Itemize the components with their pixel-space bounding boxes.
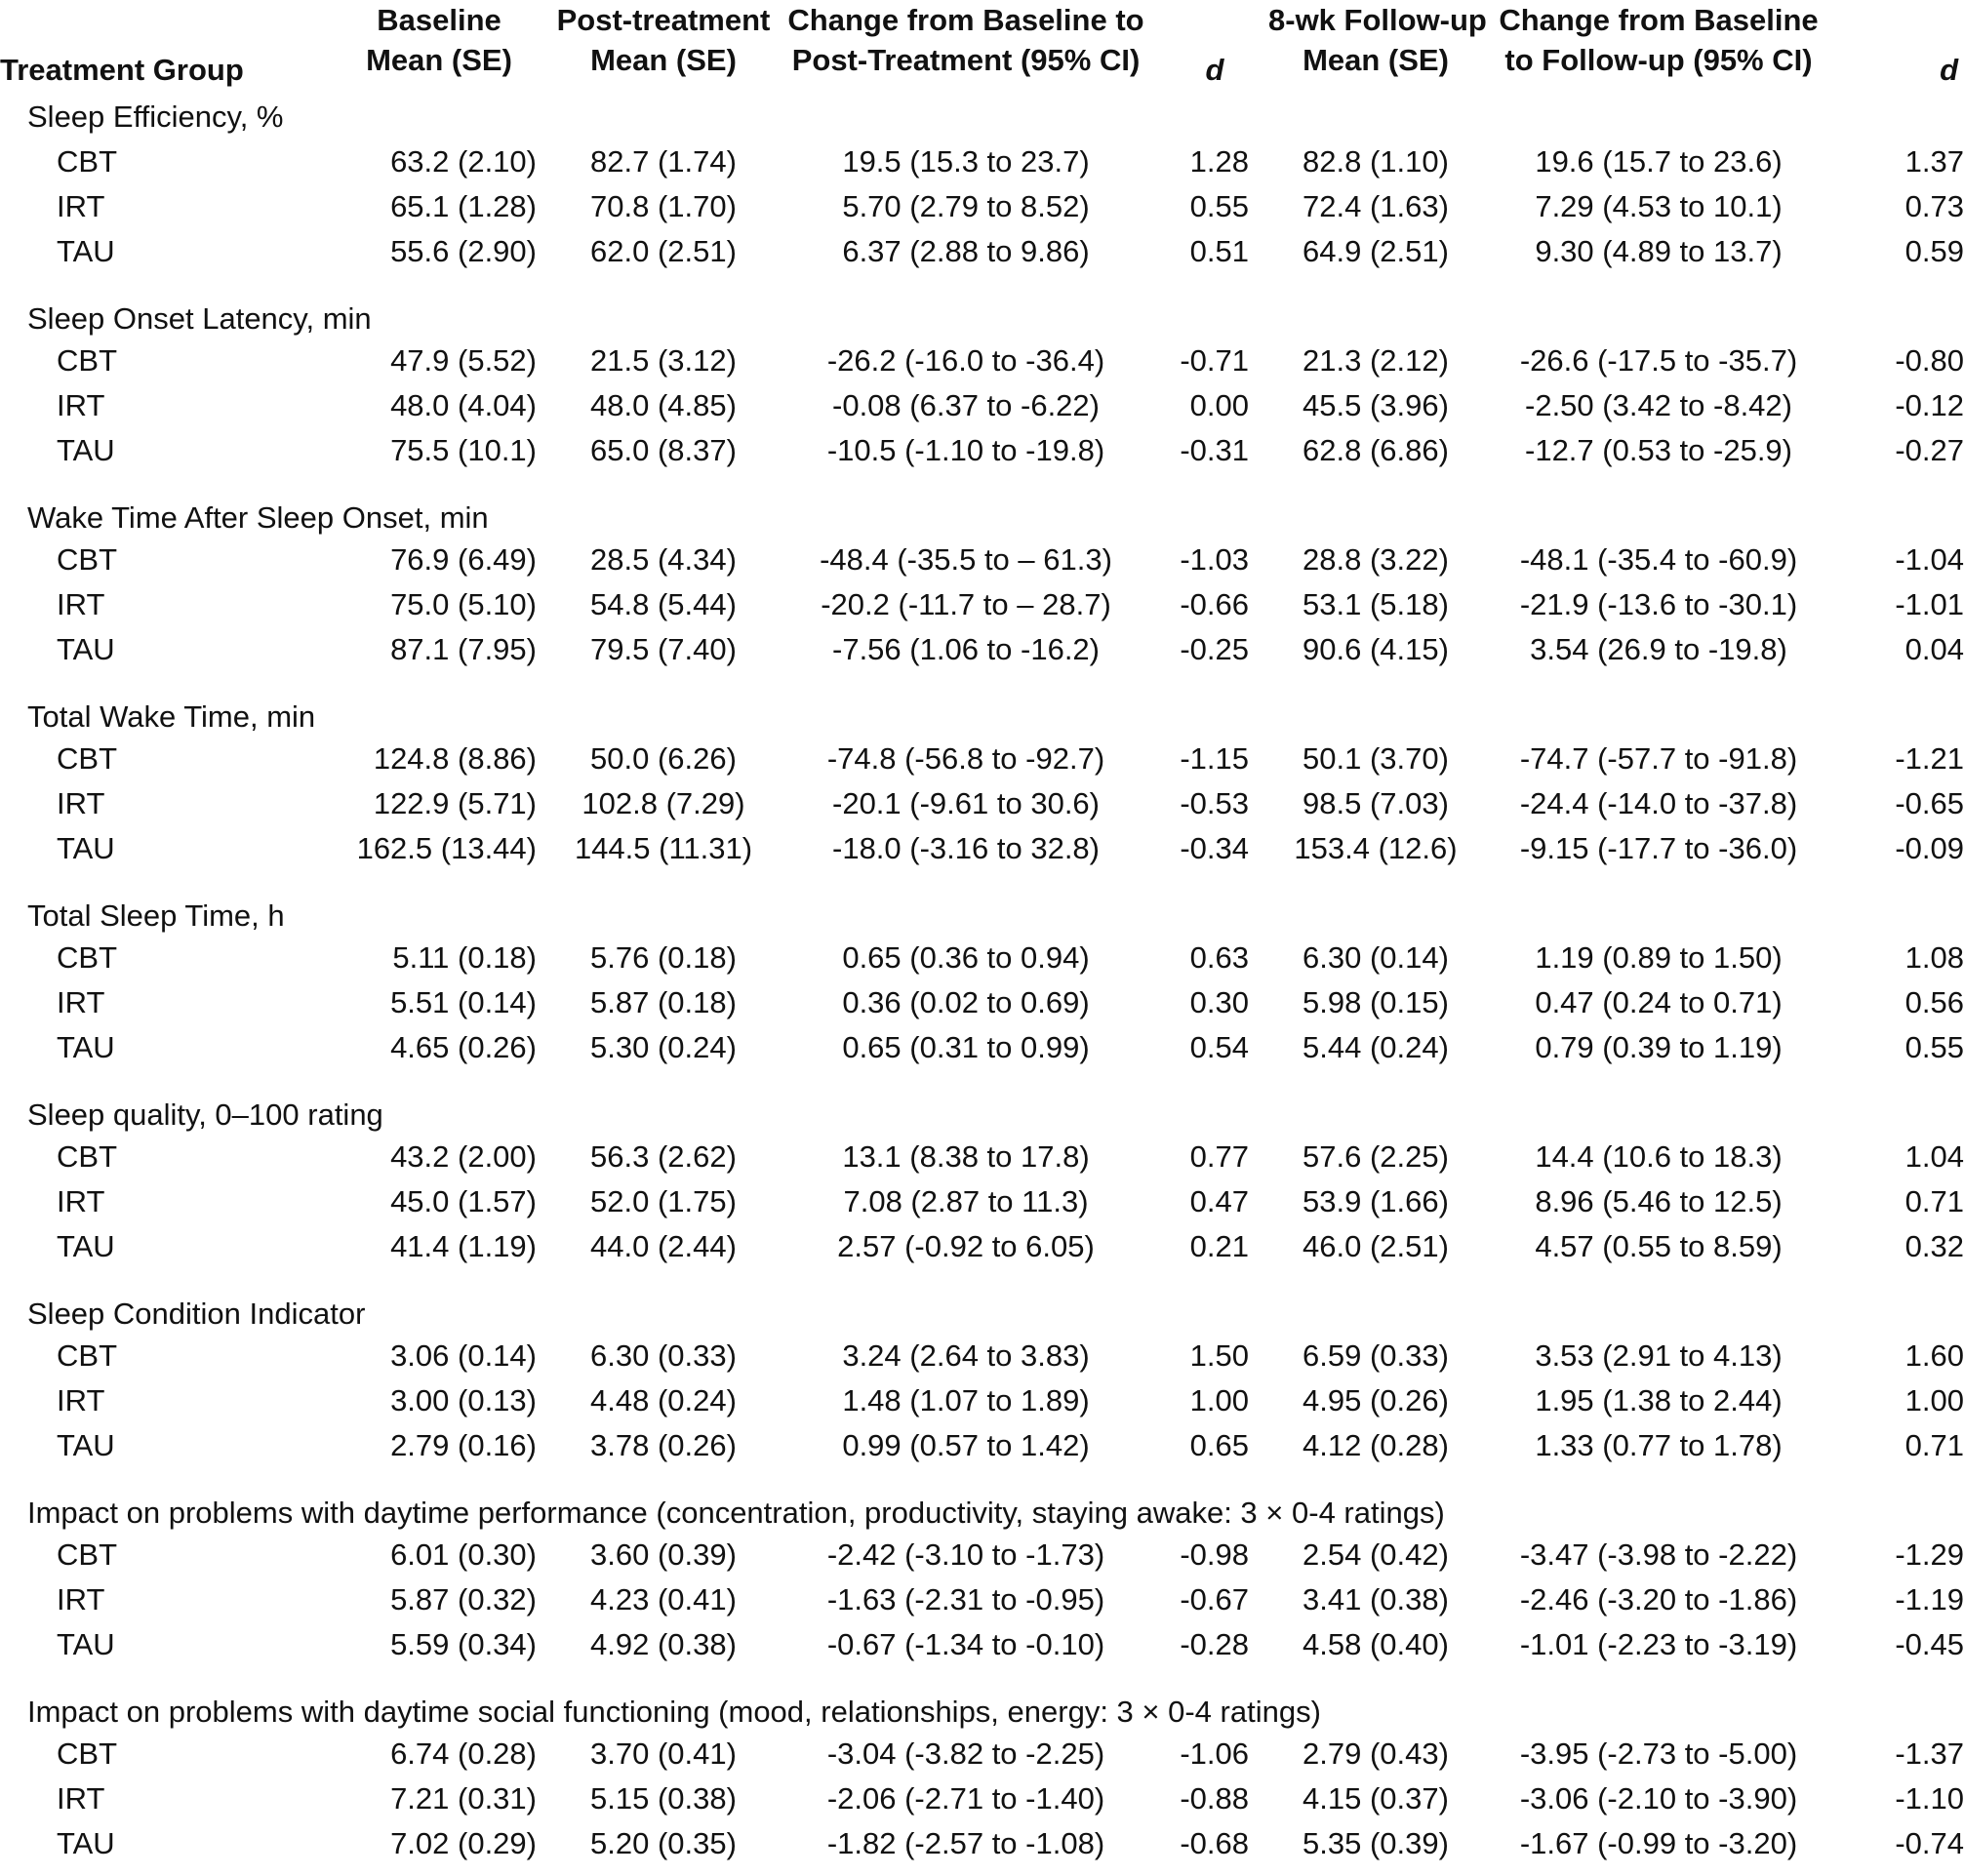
change-post-cell: -7.56 (1.06 to -16.2) <box>832 631 1100 666</box>
header-post-line1: Post-treatment <box>556 3 771 37</box>
baseline-cell: 2.79 (0.16) <box>390 1427 537 1462</box>
change-followup-cell: -1.01 (-2.23 to -3.19) <box>1519 1626 1798 1661</box>
post-treatment-cell: 54.8 (5.44) <box>590 586 737 621</box>
header-change-followup <box>1483 0 1834 94</box>
change-followup-cell: -74.7 (-57.7 to -91.8) <box>1519 740 1798 776</box>
section-label: Sleep quality, 0–100 rating <box>27 1098 383 1132</box>
followup-cell: 53.1 (5.18) <box>1303 586 1449 621</box>
change-followup-cell: 1.95 (1.38 to 2.44) <box>1535 1382 1783 1417</box>
post-treatment-cell: 62.0 (2.51) <box>590 233 737 268</box>
effect-size-post-cell: 0.77 <box>1189 1138 1249 1174</box>
treatment-group-cell: CBT <box>57 939 117 975</box>
effect-size-followup-cell: -0.80 <box>1895 342 1964 378</box>
post-treatment-cell: 5.20 (0.35) <box>590 1825 737 1860</box>
effect-size-post-cell: -1.15 <box>1180 740 1249 776</box>
post-treatment-cell: 3.70 (0.41) <box>590 1736 737 1771</box>
effect-size-post-cell: 1.00 <box>1189 1382 1249 1417</box>
table-row <box>0 780 1964 825</box>
section-header-row <box>0 1666 1964 1731</box>
post-treatment-cell: 3.60 (0.39) <box>590 1537 737 1572</box>
baseline-cell: 5.51 (0.14) <box>390 984 537 1019</box>
table-row <box>0 1820 1964 1865</box>
section-header-row <box>0 1467 1964 1532</box>
header-followup <box>1268 0 1487 94</box>
followup-cell: 98.5 (7.03) <box>1303 785 1449 820</box>
change-followup-cell: 3.54 (26.9 to -19.8) <box>1530 631 1787 666</box>
post-treatment-cell: 3.78 (0.26) <box>590 1427 737 1462</box>
change-post-cell: -20.1 (-9.61 to 30.6) <box>832 785 1100 820</box>
change-post-cell: -0.08 (6.37 to -6.22) <box>832 387 1100 422</box>
baseline-cell: 162.5 (13.44) <box>356 830 537 865</box>
change-followup-cell: -2.46 (-3.20 to -1.86) <box>1519 1581 1798 1617</box>
effect-size-followup-cell: 0.04 <box>1904 631 1964 666</box>
treatment-group-cell: TAU <box>57 432 115 467</box>
change-followup-cell: 3.53 (2.91 to 4.13) <box>1535 1337 1783 1373</box>
header-d-post: d <box>1205 53 1224 87</box>
change-post-cell: -48.4 (-35.5 to – 61.3) <box>820 541 1112 577</box>
effect-size-post-cell: -1.03 <box>1180 541 1249 577</box>
section-label: Wake Time After Sleep Onset, min <box>27 500 489 535</box>
treatment-group-cell: IRT <box>57 1581 105 1617</box>
table-row <box>0 183 1964 228</box>
baseline-cell: 5.11 (0.18) <box>392 939 537 975</box>
header-followup-line2: Mean (SE) <box>1303 43 1449 77</box>
effect-size-post-cell: -0.25 <box>1180 631 1249 666</box>
change-followup-cell: 4.57 (0.55 to 8.59) <box>1535 1228 1783 1263</box>
treatment-group-cell: IRT <box>57 785 105 820</box>
change-post-cell: 6.37 (2.88 to 9.86) <box>842 233 1090 268</box>
effect-size-post-cell: 0.47 <box>1189 1183 1249 1218</box>
post-treatment-cell: 5.30 (0.24) <box>590 1029 737 1064</box>
effect-size-post-cell: -1.06 <box>1180 1736 1249 1771</box>
treatment-group-cell: TAU <box>57 631 115 666</box>
baseline-cell: 65.1 (1.28) <box>390 188 537 223</box>
effect-size-post-cell: -0.53 <box>1180 785 1249 820</box>
effect-size-post-cell: 0.21 <box>1189 1228 1249 1263</box>
baseline-cell: 63.2 (2.10) <box>390 143 537 179</box>
change-post-cell: -1.82 (-2.57 to -1.08) <box>826 1825 1105 1860</box>
table-row <box>0 537 1964 581</box>
change-post-cell: 3.24 (2.64 to 3.83) <box>842 1337 1090 1373</box>
effect-size-followup-cell: 0.32 <box>1904 1228 1964 1263</box>
post-treatment-cell: 44.0 (2.44) <box>590 1228 737 1263</box>
baseline-cell: 55.6 (2.90) <box>390 233 537 268</box>
effect-size-followup-cell: 0.71 <box>1904 1183 1964 1218</box>
header-change-fu-line2: to Follow-up (95% CI) <box>1504 43 1813 77</box>
table-row <box>0 1776 1964 1820</box>
effect-size-followup-cell: 0.56 <box>1904 984 1964 1019</box>
baseline-cell: 3.06 (0.14) <box>390 1337 537 1373</box>
effect-size-post-cell: -0.66 <box>1180 586 1249 621</box>
post-treatment-cell: 4.48 (0.24) <box>590 1382 737 1417</box>
effect-size-followup-cell: -1.01 <box>1895 586 1964 621</box>
effect-size-followup-cell: -1.37 <box>1895 1736 1964 1771</box>
baseline-cell: 75.5 (10.1) <box>390 432 537 467</box>
followup-cell: 153.4 (12.6) <box>1294 830 1458 865</box>
header-change-post-line2: Post-Treatment (95% CI) <box>791 43 1141 77</box>
header-baseline <box>322 0 556 94</box>
section-header-row <box>0 472 1964 537</box>
change-followup-cell: -21.9 (-13.6 to -30.1) <box>1519 586 1798 621</box>
header-baseline-line1: Baseline <box>377 3 501 37</box>
change-post-cell: 0.99 (0.57 to 1.42) <box>842 1427 1090 1462</box>
treatment-group-cell: TAU <box>57 830 115 865</box>
change-followup-cell: 9.30 (4.89 to 13.7) <box>1535 233 1783 268</box>
baseline-cell: 48.0 (4.04) <box>390 387 537 422</box>
treatment-group-cell: CBT <box>57 1736 117 1771</box>
table-row <box>0 1333 1964 1377</box>
treatment-group-cell: CBT <box>57 740 117 776</box>
effect-size-followup-cell: -0.09 <box>1895 830 1964 865</box>
followup-cell: 4.95 (0.26) <box>1303 1382 1449 1417</box>
header-change-fu-line1: Change from Baseline <box>1499 3 1819 37</box>
post-treatment-cell: 5.87 (0.18) <box>590 984 737 1019</box>
followup-cell: 28.8 (3.22) <box>1303 541 1449 577</box>
change-followup-cell: 14.4 (10.6 to 18.3) <box>1535 1138 1783 1174</box>
treatment-group-cell: IRT <box>57 1780 105 1816</box>
table-row <box>0 581 1964 626</box>
treatment-group-cell: CBT <box>57 1337 117 1373</box>
table-body <box>0 94 1964 1865</box>
change-post-cell: -74.8 (-56.8 to -92.7) <box>826 740 1105 776</box>
change-followup-cell: -9.15 (-17.7 to -36.0) <box>1519 830 1798 865</box>
header-change-post <box>771 0 1161 94</box>
followup-cell: 2.54 (0.42) <box>1303 1537 1449 1572</box>
post-treatment-cell: 4.23 (0.41) <box>590 1581 737 1617</box>
section-label: Sleep Condition Indicator <box>27 1297 366 1331</box>
post-treatment-cell: 52.0 (1.75) <box>590 1183 737 1218</box>
treatment-group-cell: CBT <box>57 1537 117 1572</box>
post-treatment-cell: 5.15 (0.38) <box>590 1780 737 1816</box>
followup-cell: 3.41 (0.38) <box>1303 1581 1449 1617</box>
baseline-cell: 122.9 (5.71) <box>373 785 537 820</box>
effect-size-post-cell: 0.63 <box>1189 939 1249 975</box>
post-treatment-cell: 70.8 (1.70) <box>590 188 737 223</box>
section-label: Sleep Efficiency, % <box>27 99 284 134</box>
effect-size-followup-cell: -1.29 <box>1895 1537 1964 1572</box>
change-followup-cell: -2.50 (3.42 to -8.42) <box>1525 387 1792 422</box>
baseline-cell: 75.0 (5.10) <box>390 586 537 621</box>
followup-cell: 62.8 (6.86) <box>1303 432 1449 467</box>
table-row <box>0 935 1964 979</box>
section-label: Total Wake Time, min <box>27 699 316 734</box>
effect-size-post-cell: -0.98 <box>1180 1537 1249 1572</box>
post-treatment-cell: 82.7 (1.74) <box>590 143 737 179</box>
post-treatment-cell: 4.92 (0.38) <box>590 1626 737 1661</box>
change-followup-cell: 0.79 (0.39 to 1.19) <box>1535 1029 1783 1064</box>
followup-cell: 2.79 (0.43) <box>1303 1736 1449 1771</box>
effect-size-followup-cell: -0.74 <box>1895 1825 1964 1860</box>
change-followup-cell: 7.29 (4.53 to 10.1) <box>1535 188 1783 223</box>
treatment-group-cell: CBT <box>57 541 117 577</box>
table-row <box>0 1024 1964 1069</box>
change-post-cell: -10.5 (-1.10 to -19.8) <box>826 432 1105 467</box>
table-row <box>0 1377 1964 1422</box>
section-label: Impact on problems with daytime social functioning (mood, relationships, energy: 3 × 0-4 ratings) <box>27 1695 1321 1729</box>
section-header-row <box>0 94 1964 139</box>
baseline-cell: 124.8 (8.86) <box>373 740 537 776</box>
table-row <box>0 626 1964 671</box>
effect-size-post-cell: -0.34 <box>1180 830 1249 865</box>
change-followup-cell: -26.6 (-17.5 to -35.7) <box>1519 342 1798 378</box>
post-treatment-cell: 21.5 (3.12) <box>590 342 737 378</box>
change-post-cell: 0.65 (0.36 to 0.94) <box>842 939 1090 975</box>
change-post-cell: -20.2 (-11.7 to – 28.7) <box>821 586 1111 621</box>
treatment-group-cell: CBT <box>57 143 117 179</box>
header-baseline-line2: Mean (SE) <box>366 43 512 77</box>
effect-size-post-cell: -0.67 <box>1180 1581 1249 1617</box>
change-followup-cell: 1.33 (0.77 to 1.78) <box>1535 1427 1783 1462</box>
effect-size-followup-cell: -1.19 <box>1895 1581 1964 1617</box>
table-row <box>0 825 1964 870</box>
effect-size-post-cell: 0.51 <box>1189 233 1249 268</box>
change-followup-cell: 1.19 (0.89 to 1.50) <box>1535 939 1783 975</box>
treatment-group-cell: IRT <box>57 1382 105 1417</box>
effect-size-post-cell: -0.71 <box>1180 342 1249 378</box>
change-post-cell: 19.5 (15.3 to 23.7) <box>842 143 1090 179</box>
effect-size-followup-cell: 1.08 <box>1904 939 1964 975</box>
effect-size-post-cell: -0.88 <box>1180 1780 1249 1816</box>
change-followup-cell: 8.96 (5.46 to 12.5) <box>1535 1183 1783 1218</box>
section-header-row <box>0 870 1964 935</box>
change-post-cell: 1.48 (1.07 to 1.89) <box>842 1382 1090 1417</box>
change-post-cell: -2.42 (-3.10 to -1.73) <box>826 1537 1105 1572</box>
change-post-cell: -0.67 (-1.34 to -0.10) <box>826 1626 1105 1661</box>
treatment-group-cell: IRT <box>57 387 105 422</box>
baseline-cell: 41.4 (1.19) <box>390 1228 537 1263</box>
table-row <box>0 338 1964 382</box>
change-post-cell: 2.57 (-0.92 to 6.05) <box>837 1228 1095 1263</box>
effect-size-followup-cell: -0.12 <box>1895 387 1964 422</box>
change-post-cell: 5.70 (2.79 to 8.52) <box>842 188 1090 223</box>
followup-cell: 5.98 (0.15) <box>1303 984 1449 1019</box>
change-post-cell: 13.1 (8.38 to 17.8) <box>842 1138 1090 1174</box>
followup-cell: 82.8 (1.10) <box>1303 143 1449 179</box>
post-treatment-cell: 50.0 (6.26) <box>590 740 737 776</box>
treatment-group-cell: IRT <box>57 586 105 621</box>
followup-cell: 64.9 (2.51) <box>1303 233 1449 268</box>
section-label: Sleep Onset Latency, min <box>27 301 372 336</box>
change-post-cell: -3.04 (-3.82 to -2.25) <box>826 1736 1105 1771</box>
post-treatment-cell: 79.5 (7.40) <box>590 631 737 666</box>
table-row <box>0 1731 1964 1776</box>
section-label: Impact on problems with daytime performance (concentration, productivity, staying awake: 3 × 0-4 ratings) <box>27 1496 1445 1530</box>
change-post-cell: -18.0 (-3.16 to 32.8) <box>832 830 1100 865</box>
post-treatment-cell: 28.5 (4.34) <box>590 541 737 577</box>
table-row <box>0 1178 1964 1223</box>
followup-cell: 5.35 (0.39) <box>1303 1825 1449 1860</box>
effect-size-followup-cell: 0.59 <box>1904 233 1964 268</box>
effect-size-post-cell: -0.31 <box>1180 432 1249 467</box>
baseline-cell: 6.74 (0.28) <box>390 1736 537 1771</box>
baseline-cell: 47.9 (5.52) <box>390 342 537 378</box>
baseline-cell: 3.00 (0.13) <box>390 1382 537 1417</box>
followup-cell: 53.9 (1.66) <box>1303 1183 1449 1218</box>
table-row <box>0 1223 1964 1268</box>
effect-size-followup-cell: -0.27 <box>1895 432 1964 467</box>
table-row <box>0 228 1964 273</box>
section-header-row <box>0 273 1964 338</box>
effect-size-followup-cell: -1.10 <box>1895 1780 1964 1816</box>
section-header-row <box>0 1069 1964 1134</box>
post-treatment-cell: 102.8 (7.29) <box>581 785 745 820</box>
effect-size-post-cell: 0.65 <box>1189 1427 1249 1462</box>
header-change-post-line1: Change from Baseline to <box>787 3 1144 37</box>
baseline-cell: 5.87 (0.32) <box>390 1581 537 1617</box>
effect-size-followup-cell: -0.45 <box>1895 1626 1964 1661</box>
effect-size-post-cell: 0.54 <box>1189 1029 1249 1064</box>
followup-cell: 45.5 (3.96) <box>1303 387 1449 422</box>
header-row <box>0 0 1964 94</box>
change-followup-cell: -48.1 (-35.4 to -60.9) <box>1519 541 1798 577</box>
table-row <box>0 1577 1964 1621</box>
baseline-cell: 6.01 (0.30) <box>390 1537 537 1572</box>
change-followup-cell: -12.7 (0.53 to -25.9) <box>1525 432 1792 467</box>
header-post-treatment <box>556 0 771 94</box>
effect-size-followup-cell: -1.21 <box>1895 740 1964 776</box>
post-treatment-cell: 6.30 (0.33) <box>590 1337 737 1373</box>
treatment-group-cell: CBT <box>57 1138 117 1174</box>
change-post-cell: -1.63 (-2.31 to -0.95) <box>826 1581 1105 1617</box>
effect-size-post-cell: -0.28 <box>1180 1626 1249 1661</box>
table-row <box>0 427 1964 472</box>
treatment-group-cell: IRT <box>57 1183 105 1218</box>
effect-size-followup-cell: -1.04 <box>1895 541 1964 577</box>
change-followup-cell: -24.4 (-14.0 to -37.8) <box>1519 785 1798 820</box>
treatment-group-cell: TAU <box>57 1228 115 1263</box>
effect-size-post-cell: 1.50 <box>1189 1337 1249 1373</box>
section-header-row <box>0 671 1964 736</box>
baseline-cell: 76.9 (6.49) <box>390 541 537 577</box>
followup-cell: 72.4 (1.63) <box>1303 188 1449 223</box>
effect-size-followup-cell: 0.71 <box>1904 1427 1964 1462</box>
table-row <box>0 736 1964 780</box>
change-post-cell: 0.65 (0.31 to 0.99) <box>842 1029 1090 1064</box>
effect-size-followup-cell: 1.04 <box>1904 1138 1964 1174</box>
treatment-group-cell: TAU <box>57 1626 115 1661</box>
table-row <box>0 979 1964 1024</box>
change-post-cell: 7.08 (2.87 to 11.3) <box>843 1183 1089 1218</box>
followup-cell: 6.30 (0.14) <box>1303 939 1449 975</box>
followup-cell: 50.1 (3.70) <box>1303 740 1449 776</box>
table-row <box>0 139 1964 183</box>
table-row <box>0 1621 1964 1666</box>
followup-cell: 46.0 (2.51) <box>1303 1228 1449 1263</box>
baseline-cell: 4.65 (0.26) <box>390 1029 537 1064</box>
post-treatment-cell: 5.76 (0.18) <box>590 939 737 975</box>
effect-size-followup-cell: -0.65 <box>1895 785 1964 820</box>
followup-cell: 57.6 (2.25) <box>1303 1138 1449 1174</box>
change-followup-cell: -3.06 (-2.10 to -3.90) <box>1519 1780 1798 1816</box>
effect-size-post-cell: 0.00 <box>1189 387 1249 422</box>
baseline-cell: 7.21 (0.31) <box>390 1780 537 1816</box>
effect-size-followup-cell: 1.37 <box>1904 143 1964 179</box>
table-row <box>0 1422 1964 1467</box>
post-treatment-cell: 65.0 (8.37) <box>590 432 737 467</box>
post-treatment-cell: 144.5 (11.31) <box>574 830 753 865</box>
baseline-cell: 43.2 (2.00) <box>390 1138 537 1174</box>
section-header-row <box>0 1268 1964 1333</box>
treatment-group-cell: TAU <box>57 1427 115 1462</box>
post-treatment-cell: 48.0 (4.85) <box>590 387 737 422</box>
table-row <box>0 1134 1964 1178</box>
treatment-group-cell: IRT <box>57 188 105 223</box>
change-followup-cell: 19.6 (15.7 to 23.6) <box>1535 143 1783 179</box>
followup-cell: 6.59 (0.33) <box>1303 1337 1449 1373</box>
effect-size-followup-cell: 0.73 <box>1904 188 1964 223</box>
change-followup-cell: -3.47 (-3.98 to -2.22) <box>1519 1537 1798 1572</box>
change-followup-cell: -3.95 (-2.73 to -5.00) <box>1519 1736 1798 1771</box>
change-post-cell: -26.2 (-16.0 to -36.4) <box>826 342 1105 378</box>
followup-cell: 21.3 (2.12) <box>1303 342 1449 378</box>
treatment-group-cell: TAU <box>57 1029 115 1064</box>
followup-cell: 5.44 (0.24) <box>1303 1029 1449 1064</box>
followup-cell: 90.6 (4.15) <box>1303 631 1449 666</box>
treatment-group-cell: TAU <box>57 233 115 268</box>
change-post-cell: -2.06 (-2.71 to -1.40) <box>826 1780 1105 1816</box>
header-d-followup: d <box>1940 53 1958 87</box>
baseline-cell: 7.02 (0.29) <box>390 1825 537 1860</box>
baseline-cell: 87.1 (7.95) <box>390 631 537 666</box>
table-row <box>0 382 1964 427</box>
post-treatment-cell: 56.3 (2.62) <box>590 1138 737 1174</box>
header-followup-line1: 8-wk Follow-up <box>1268 3 1487 37</box>
change-followup-cell: 0.47 (0.24 to 0.71) <box>1535 984 1783 1019</box>
header-post-line2: Mean (SE) <box>590 43 737 77</box>
followup-cell: 4.58 (0.40) <box>1303 1626 1449 1661</box>
change-followup-cell: -1.67 (-0.99 to -3.20) <box>1519 1825 1798 1860</box>
baseline-cell: 5.59 (0.34) <box>390 1626 537 1661</box>
effect-size-followup-cell: 1.00 <box>1904 1382 1964 1417</box>
treatment-group-cell: TAU <box>57 1825 115 1860</box>
baseline-cell: 45.0 (1.57) <box>390 1183 537 1218</box>
table-row <box>0 1532 1964 1577</box>
change-post-cell: 0.36 (0.02 to 0.69) <box>842 984 1090 1019</box>
followup-cell: 4.12 (0.28) <box>1303 1427 1449 1462</box>
effect-size-post-cell: 0.30 <box>1189 984 1249 1019</box>
effect-size-post-cell: 0.55 <box>1189 188 1249 223</box>
followup-cell: 4.15 (0.37) <box>1303 1780 1449 1816</box>
effect-size-followup-cell: 1.60 <box>1904 1337 1964 1373</box>
effect-size-followup-cell: 0.55 <box>1904 1029 1964 1064</box>
effect-size-post-cell: -0.68 <box>1180 1825 1249 1860</box>
header-treatment-group: Treatment Group <box>0 53 244 87</box>
treatment-group-cell: IRT <box>57 984 105 1019</box>
treatment-group-cell: CBT <box>57 342 117 378</box>
effect-size-post-cell: 1.28 <box>1189 143 1249 179</box>
section-label: Total Sleep Time, h <box>27 898 285 933</box>
